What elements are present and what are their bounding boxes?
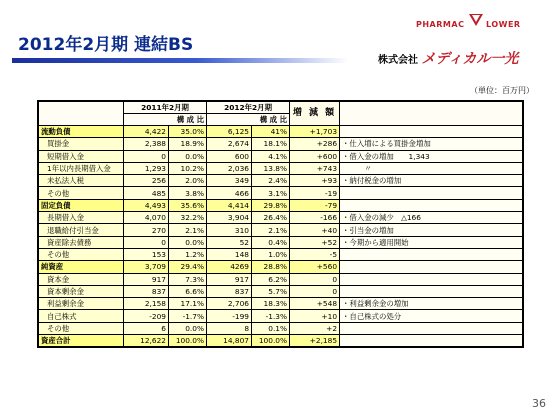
value-2011: 6 (124, 322, 169, 334)
change-amount: +286 (290, 138, 340, 150)
logo-pharmac-text: PHARMAC (416, 20, 465, 29)
table-row (39, 175, 523, 187)
value-2012: 4,414 (207, 199, 252, 211)
value-2011: 485 (124, 187, 169, 199)
row-label: その他 (39, 187, 124, 199)
table-row (39, 199, 523, 211)
note-header (340, 102, 523, 126)
change-amount: +40 (290, 224, 340, 236)
row-label: 退職給付引当金 (39, 224, 124, 236)
ratio-2012: 2.4% (252, 175, 290, 187)
row-note (340, 187, 523, 199)
value-2011: 270 (124, 224, 169, 236)
row-note (340, 273, 523, 285)
table-row (39, 224, 523, 236)
row-label: 自己株式 (39, 310, 124, 322)
row-note (340, 126, 523, 138)
value-2011: 256 (124, 175, 169, 187)
ratio-2012: 0.4% (252, 236, 290, 248)
row-label: 1年以内長期借入金 (39, 162, 124, 174)
ratio-2011: 7.3% (169, 273, 207, 285)
row-label: その他 (39, 322, 124, 334)
ratio-2012: 26.4% (252, 212, 290, 224)
value-2011: 3,709 (124, 261, 169, 273)
ratio-2012: 18.1% (252, 138, 290, 150)
ratio-2012: 18.3% (252, 298, 290, 310)
ratio-2012: 4.1% (252, 150, 290, 162)
unit-note: （単位：百万円） (470, 86, 534, 95)
table-row (39, 187, 523, 199)
ratio-2012: 5.7% (252, 285, 290, 297)
ratio-2012: 0.1% (252, 322, 290, 334)
change-amount: +10 (290, 310, 340, 322)
row-note (340, 335, 523, 347)
change-header: 増 減 額 (290, 102, 340, 126)
ratio-2011: 3.8% (169, 187, 207, 199)
row-label: 利益剰余金 (39, 298, 124, 310)
change-amount: +560 (290, 261, 340, 273)
table-row (39, 162, 523, 174)
table-row (39, 212, 523, 224)
ratio-2012: 2.1% (252, 224, 290, 236)
table-row (39, 298, 523, 310)
value-2011: 2,158 (124, 298, 169, 310)
value-2012: 3,904 (207, 212, 252, 224)
row-note (340, 199, 523, 211)
value-2011: 1,293 (124, 162, 169, 174)
value-2011: 4,070 (124, 212, 169, 224)
row-note (340, 322, 523, 334)
ratio-2012: 6.2% (252, 273, 290, 285)
row-label: その他 (39, 248, 124, 260)
table-row (39, 150, 523, 162)
row-label: 固定負債 (39, 199, 124, 211)
value-2012: 917 (207, 273, 252, 285)
value-2012: 349 (207, 175, 252, 187)
ratio-2011: -1.7% (169, 310, 207, 322)
change-amount: +743 (290, 162, 340, 174)
company-name (378, 48, 518, 68)
row-label: 資産合計 (39, 335, 124, 347)
value-2012: 310 (207, 224, 252, 236)
ratio-2012: 13.8% (252, 162, 290, 174)
row-label: 流動負債 (39, 126, 124, 138)
row-label: 短期借入金 (39, 150, 124, 162)
table-row (39, 285, 523, 297)
company-logo (378, 8, 548, 70)
ratio-2011: 10.2% (169, 162, 207, 174)
value-2012: 837 (207, 285, 252, 297)
value-2012: 466 (207, 187, 252, 199)
change-amount: -166 (290, 212, 340, 224)
value-2011: 4,422 (124, 126, 169, 138)
row-label: 未払法人税 (39, 175, 124, 187)
value-2012: 8 (207, 322, 252, 334)
table-row (39, 261, 523, 273)
row-note: ・仕入増による買掛金増加 (340, 138, 523, 150)
row-label: 資本金 (39, 273, 124, 285)
change-amount: +2,185 (290, 335, 340, 347)
value-2012: 6,125 (207, 126, 252, 138)
company-brand: メディカル一光 (421, 51, 519, 67)
value-2012: 2,674 (207, 138, 252, 150)
ratio-2011: 6.6% (169, 285, 207, 297)
value-2011: 153 (124, 248, 169, 260)
table-row (39, 248, 523, 260)
ratio-2011: 1.2% (169, 248, 207, 260)
value-2011: 0 (124, 236, 169, 248)
table-row (39, 138, 523, 150)
change-amount: -19 (290, 187, 340, 199)
row-note: ・借入金の減少 △166 (340, 212, 523, 224)
row-label: 資産除去債務 (39, 236, 124, 248)
change-amount: -5 (290, 248, 340, 260)
table-row (39, 310, 523, 322)
change-amount: +1,703 (290, 126, 340, 138)
value-2011: 837 (124, 285, 169, 297)
ratio-2011: 0.0% (169, 322, 207, 334)
row-label: 長期借入金 (39, 212, 124, 224)
period2-header: 2012年2月期 (207, 102, 290, 114)
value-2012: 52 (207, 236, 252, 248)
table-row (39, 335, 523, 347)
row-note: 〃 (340, 162, 523, 174)
table-row (39, 322, 523, 334)
ratio-2011: 35.6% (169, 199, 207, 211)
ratio-2012: -1.3% (252, 310, 290, 322)
ratio-2012: 41% (252, 126, 290, 138)
row-note (340, 285, 523, 297)
ratio-2011: 17.1% (169, 298, 207, 310)
row-note: ・自己株式の処分 (340, 310, 523, 322)
title-underline (12, 58, 348, 63)
row-note (340, 261, 523, 273)
ratio-2011: 29.4% (169, 261, 207, 273)
value-2011: 4,493 (124, 199, 169, 211)
table-row (39, 273, 523, 285)
row-note: ・納付税金の増加 (340, 175, 523, 187)
table-row (39, 236, 523, 248)
value-2012: 2,036 (207, 162, 252, 174)
ratio-2011: 2.1% (169, 224, 207, 236)
row-label: 資本剰余金 (39, 285, 124, 297)
row-note: ・引当金の増加 (340, 224, 523, 236)
ratio-2012: 3.1% (252, 187, 290, 199)
period2-ratio-header: 構 成 比 (207, 114, 290, 126)
row-label: 買掛金 (39, 138, 124, 150)
page-title: 2012年2月期 連結BS (18, 35, 194, 55)
logo-lower-text: LOWER (486, 20, 521, 29)
ratio-2011: 35.0% (169, 126, 207, 138)
company-prefix: 株式会社 (378, 55, 418, 66)
change-amount: +93 (290, 175, 340, 187)
ratio-2012: 29.8% (252, 199, 290, 211)
change-amount: +600 (290, 150, 340, 162)
change-amount: 0 (290, 273, 340, 285)
value-2011: -209 (124, 310, 169, 322)
change-amount: +548 (290, 298, 340, 310)
row-note (340, 248, 523, 260)
ratio-2011: 32.2% (169, 212, 207, 224)
value-2011: 0 (124, 150, 169, 162)
balance-sheet-table (37, 100, 524, 348)
ratio-2011: 18.9% (169, 138, 207, 150)
value-2012: 4269 (207, 261, 252, 273)
ratio-2012: 100.0% (252, 335, 290, 347)
period1-header: 2011年2月期 (124, 102, 207, 114)
table-row (39, 126, 523, 138)
value-2011: 917 (124, 273, 169, 285)
ratio-2011: 2.0% (169, 175, 207, 187)
value-2012: 600 (207, 150, 252, 162)
change-amount: 0 (290, 285, 340, 297)
value-2011: 2,388 (124, 138, 169, 150)
ratio-2012: 1.0% (252, 248, 290, 260)
period1-ratio-header: 構 成 比 (124, 114, 207, 126)
value-2012: 148 (207, 248, 252, 260)
page-number: 36 (532, 397, 546, 410)
value-2012: 14,807 (207, 335, 252, 347)
row-note: ・今期から適用開始 (340, 236, 523, 248)
change-amount: -79 (290, 199, 340, 211)
header-blank (39, 102, 124, 126)
value-2011: 12,622 (124, 335, 169, 347)
ratio-2012: 28.8% (252, 261, 290, 273)
table-body (39, 126, 523, 347)
ratio-2011: 100.0% (169, 335, 207, 347)
value-2012: -199 (207, 310, 252, 322)
value-2012: 2,706 (207, 298, 252, 310)
row-note: ・利益剰余金の増加 (340, 298, 523, 310)
row-note: ・借入金の増加 1,343 (340, 150, 523, 162)
ratio-2011: 0.0% (169, 150, 207, 162)
row-label: 純資産 (39, 261, 124, 273)
change-amount: +2 (290, 322, 340, 334)
logo-flower-icon (468, 12, 484, 31)
ratio-2011: 0.0% (169, 236, 207, 248)
change-amount: +52 (290, 236, 340, 248)
